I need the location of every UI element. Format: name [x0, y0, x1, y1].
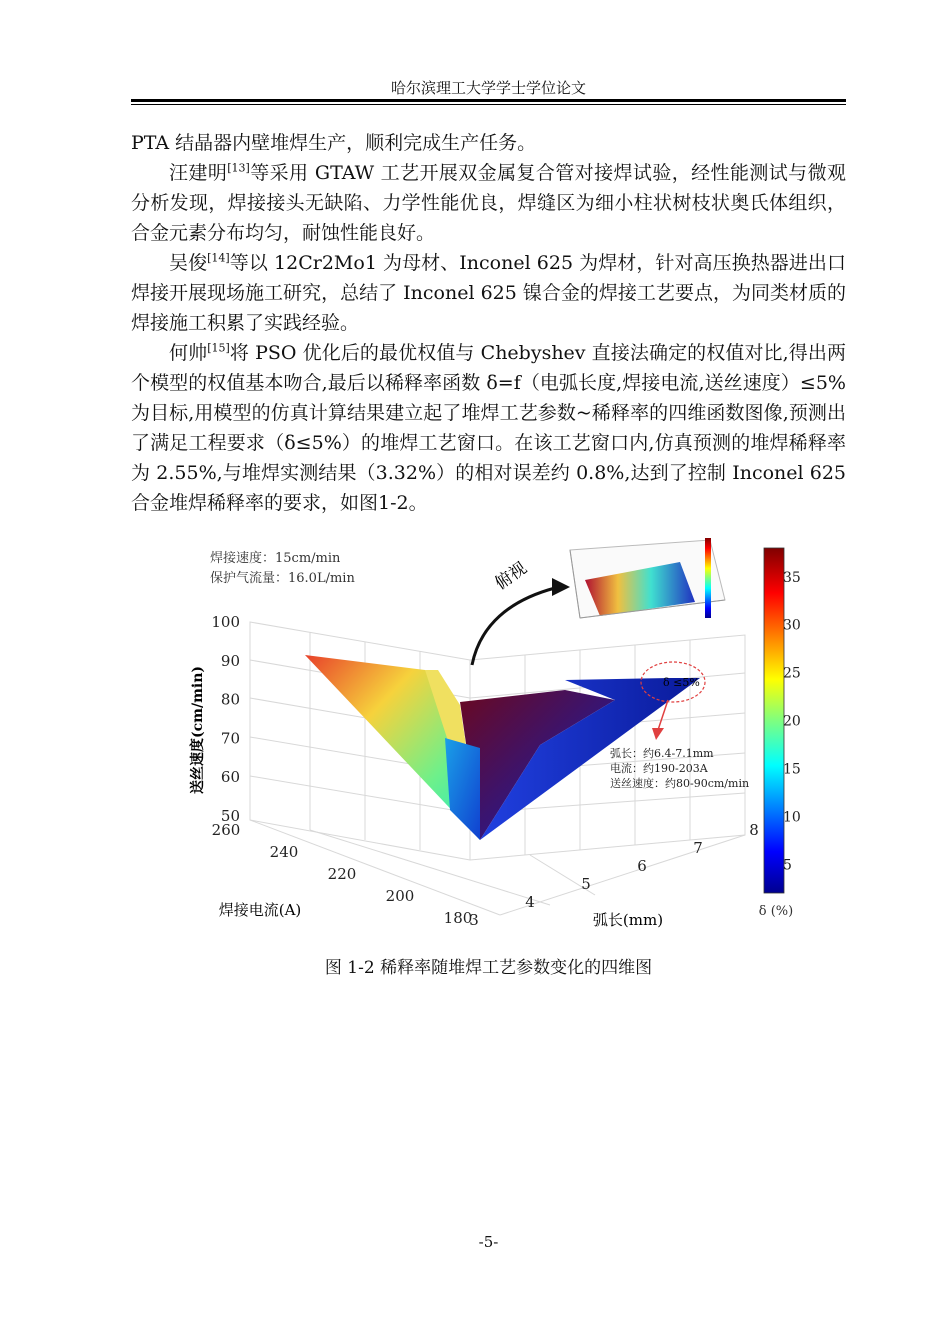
colorbar-label: δ (%): [758, 904, 794, 919]
page-number: -5-: [478, 1233, 499, 1251]
x-axis-label: 弧长(mm): [592, 911, 664, 929]
colorbar-tick-label: 20: [783, 713, 801, 730]
paragraph: [131, 248, 846, 338]
y-tick-label: 240: [269, 843, 299, 861]
citation-ref[interactable]: [14]: [207, 251, 230, 265]
x-tick-label: 8: [749, 821, 759, 839]
z-tick-label: 80: [220, 690, 240, 709]
colorbar-tick-label: 5: [783, 857, 792, 874]
z-tick-label: 90: [220, 651, 240, 670]
x-tick-label: 6: [637, 857, 647, 875]
figure-4d-plot: [180, 530, 805, 940]
x-tick-label: 5: [581, 875, 591, 893]
z-tick-label: 100: [211, 613, 240, 631]
header-rule-thick: [131, 99, 846, 102]
colorbar-tick-label: 35: [783, 569, 801, 586]
citation-ref[interactable]: [15]: [207, 341, 230, 355]
y-tick-label: 180: [443, 909, 473, 927]
colorbar-tick-label: 25: [783, 665, 801, 682]
paragraph-text: 吴俊: [169, 252, 208, 274]
plot-svg: [180, 530, 805, 940]
z-tick-label: 70: [220, 729, 240, 748]
colorbar-tick-label: 15: [783, 761, 801, 778]
citation-ref[interactable]: [13]: [227, 161, 250, 175]
colorbar-tick-label: 10: [783, 809, 801, 826]
paragraph: [131, 158, 846, 248]
paragraph-text: 等以 12Cr2Mo1 为母材、Inconel 625 为焊材，针对高压换热器进出口焊接开展现场施工研究，总结了 Inconel 625 镍合金的焊接工艺要点，为同类材质的焊接施工积累了实践经验。: [131, 252, 846, 334]
window-note-feed: 送丝速度：约80-90cm/min: [610, 777, 750, 790]
paragraph: [131, 128, 846, 158]
y-tick-label: 220: [327, 865, 357, 883]
figure-caption: 图 1-2 稀释率随堆焊工艺参数变化的四维图: [324, 958, 653, 978]
window-note-current: 电流：约190-203A: [610, 762, 708, 775]
x-tick-label: 7: [693, 839, 703, 857]
z-axis-label: 送丝速度(cm/min): [190, 665, 206, 795]
y-tick-label: 200: [385, 887, 415, 905]
colorbar-tick-label: 30: [783, 617, 801, 634]
y-tick-label: 260: [211, 821, 241, 839]
colorbar: [764, 548, 784, 893]
window-label: δ ≤5%: [663, 676, 700, 689]
paragraph: [131, 338, 846, 518]
y-axis-label: 焊接电流(A): [218, 901, 302, 919]
colorbar-ticks: [783, 570, 801, 874]
header-rule-thin: [131, 104, 846, 105]
running-header: 哈尔滨理工大学学士学位论文: [390, 79, 586, 97]
param-line-gas: 保护气流量：16.0L/min: [210, 571, 355, 586]
z-tick-label: 50: [220, 807, 240, 825]
x-tick-label: 3: [469, 911, 479, 929]
paragraph-text: 将 PSO 优化后的最优权值与 Chebyshev 直接法确定的权值对比,得出两个模型的权值基本吻合,最后以稀释率函数 δ=f（电弧长度,焊接电流,送丝速度）≤5%为目标,用模型的仿真计算结果建立起了堆焊工艺参数~稀释率的四维函数图像,预测出了满足工程要求（δ≤5%）的堆焊工艺窗口。在该工艺窗口内,仿真预测的堆焊稀释率为 2.55%,与堆焊实测结果（3.32%）的相对误差约 0.8%,达到了控制 Inconel 625 合金堆焊稀释率的要求，如图1-2。: [131, 342, 846, 514]
paragraph-text: 汪建明: [169, 162, 228, 184]
paragraph-text: 等采用 GTAW 工艺开展双金属复合管对接焊试验，经性能测试与微观分析发现，焊接接头无缺陷、力学性能优良，焊缝区为细小柱状树枝状奥氏体组织，合金元素分布均匀，耐蚀性能良好。: [131, 162, 846, 244]
top-view-label: 俯视: [491, 558, 531, 595]
body-text: [131, 128, 846, 518]
x-tick-label: 4: [525, 893, 535, 911]
top-view-thumbnail: [570, 538, 725, 618]
param-line-speed: 焊接速度：15cm/min: [210, 551, 341, 566]
paragraph-text: 何帅: [169, 342, 208, 364]
window-pointer-head: [652, 728, 664, 740]
surface-patch-mid: [445, 738, 480, 840]
z-tick-label: 60: [220, 768, 240, 787]
paragraph-text: PTA 结晶器内壁堆焊生产，顺利完成生产任务。: [131, 132, 537, 154]
window-note-arc: 弧长：约6.4-7.1mm: [610, 747, 714, 760]
z-axis-ticks: [211, 613, 240, 825]
